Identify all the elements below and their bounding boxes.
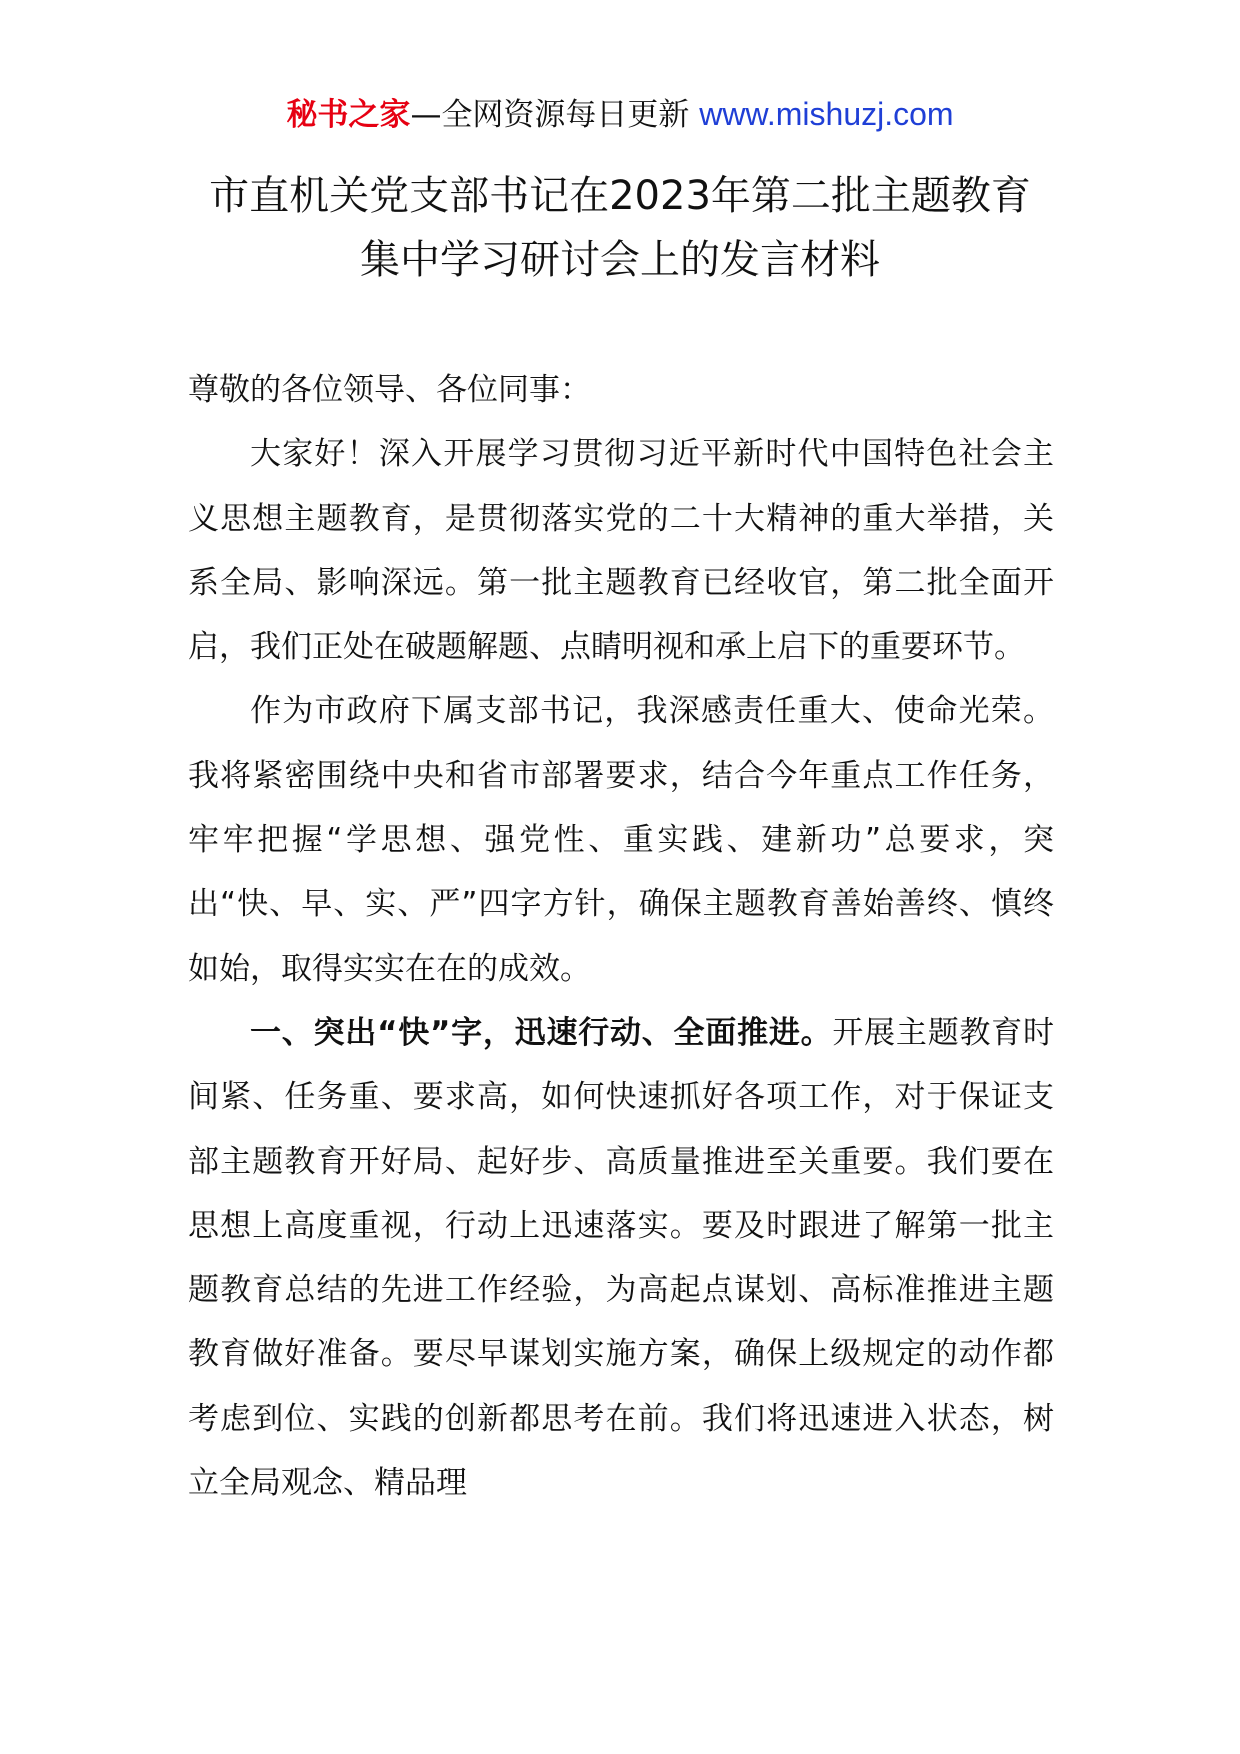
site-brand: 秘书之家 bbox=[286, 97, 411, 133]
document-title bbox=[0, 164, 1240, 292]
paragraph-3 bbox=[188, 1001, 1054, 1515]
section-heading-1: 一、突出“快”字，迅速行动、全面推进。 bbox=[250, 1014, 833, 1051]
salutation: 尊敬的各位领导、各位同事： bbox=[188, 372, 591, 408]
paragraph-1: 大家好！深入开展学习贯彻习近平新时代中国特色社会主义思想主题教育，是贯彻落实党的二十大精神的重大举措，关系全局、影响深远。第一批主题教育已经收官，第二批全面开启，我们正处在破题解题、点睛明视和承上启下的重要环节。 bbox=[188, 436, 1054, 666]
paragraph-3-text: 开展主题教育时间紧、任务重、要求高，如何快速抓好各项工作，对于保证支部主题教育开好局、起好步、高质量推进至关重要。我们要在思想上高度重视，行动上迅速落实。要及时跟进了解第一批主题教育总结的先进工作经验，为高起点谋划、高标准推进主题教育做好准备。要尽早谋划实施方案，确保上级规定的动作都考虑到位、实践的创新都思考在前。我们将迅速进入状态，树立全局观念、精品理 bbox=[188, 1014, 1055, 1502]
document-body bbox=[188, 358, 1054, 1515]
site-tagline: —全网资源每日更新 bbox=[410, 97, 700, 133]
title-line-1: 市直机关党支部书记在2023年第二批主题教育 bbox=[209, 173, 1031, 219]
title-line-2: 集中学习研讨会上的发言材料 bbox=[360, 237, 880, 283]
site-url-link[interactable]: www.mishuzj.com bbox=[699, 96, 954, 132]
site-header bbox=[0, 94, 1240, 135]
paragraph-2: 作为市政府下属支部书记，我深感责任重大、使命光荣。我将紧密围绕中央和省市部署要求，结合今年重点工作任务，牢牢把握“学思想、强党性、重实践、建新功”总要求，突出“快、早、实、严”四字方针，确保主题教育善始善终、慎终如始，取得实实在在的成效。 bbox=[188, 693, 1054, 987]
